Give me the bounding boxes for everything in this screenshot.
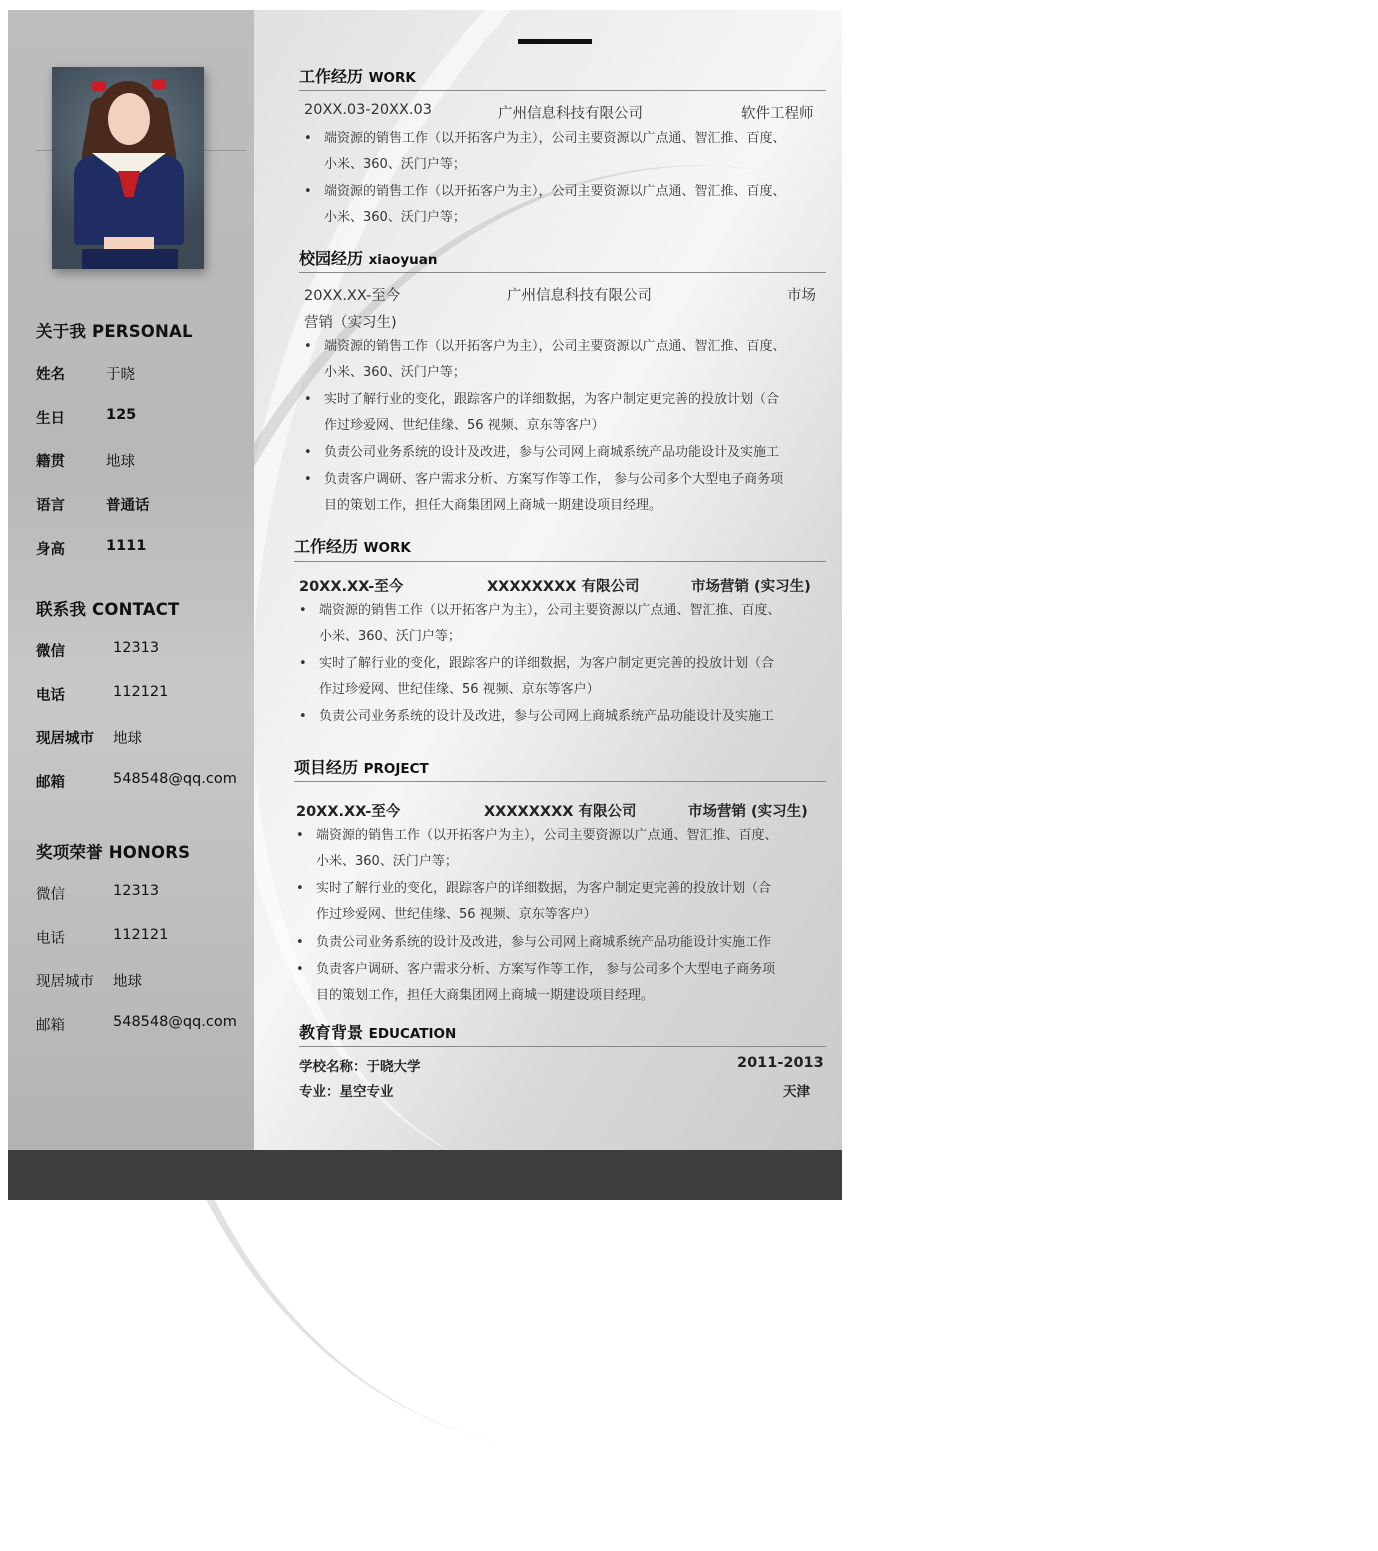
contact-value: 548548@qq.com: [113, 771, 237, 787]
honors-value: 112121: [113, 927, 169, 943]
personal-label: 籍贯: [36, 454, 65, 470]
honors-label: 电话: [36, 931, 65, 947]
section-divider: [299, 272, 826, 273]
personal-label: 生日: [36, 411, 65, 427]
section-title-project: 项目经历 PROJECT: [294, 758, 429, 777]
education-school: 学校名称：于晓大学: [299, 1059, 421, 1075]
personal-label: 姓名: [36, 367, 65, 383]
bullet-item: • 端资源的销售工作（以开拓客户为主），公司主要资源以广点通、智汇推、百度、 小米、360、沃门户等；: [296, 828, 778, 869]
bullet-item: • 实时了解行业的变化，跟踪客户的详细数据，为客户制定更完善的投放计划（合 作过珍爱网、世纪佳缘、56 视频、京东等客户）: [296, 881, 772, 922]
bullet-item: • 负责公司业务系统的设计及改进，参与公司网上商城系统产品功能设计及实施工: [299, 709, 775, 724]
personal-label: 身高: [36, 542, 65, 558]
work-date: 20XX.03-20XX.03: [304, 102, 432, 118]
section-title-campus: 校园经历 xiaoyuan: [299, 249, 438, 268]
contact-label: 邮箱: [36, 775, 65, 791]
bullet-item: • 端资源的销售工作（以开拓客户为主），公司主要资源以广点通、智汇推、百度、 小米、360、沃门户等；: [304, 184, 786, 225]
honors-title: 奖项荣誉 HONORS: [36, 843, 191, 862]
bullet-item: • 端资源的销售工作（以开拓客户为主），公司主要资源以广点通、智汇推、百度、 小米、360、沃门户等；: [299, 603, 781, 644]
campus-date: 20XX.XX-至今: [304, 288, 401, 304]
footer-bar: [8, 1150, 842, 1200]
personal-title: 关于我 PERSONAL: [36, 322, 193, 341]
section-divider: [299, 1046, 826, 1047]
work-company: 广州信息科技有限公司: [498, 106, 643, 122]
education-city: 天津: [783, 1084, 810, 1100]
personal-value: 于晓: [106, 367, 135, 383]
project-date: 20XX.XX-至今: [296, 804, 401, 820]
section-title-work: 工作经历 WORK: [299, 67, 416, 86]
bullet-item: • 负责公司业务系统的设计及改进，参与公司网上商城系统产品功能设计实施工作: [296, 935, 772, 950]
work-role: 软件工程师: [741, 106, 814, 122]
resume-page: [8, 10, 842, 1200]
campus-company: 广州信息科技有限公司: [507, 288, 652, 304]
honors-value: 地球: [113, 974, 142, 990]
honors-value: 548548@qq.com: [113, 1014, 237, 1030]
work-date: 20XX.XX-至今: [299, 579, 404, 595]
contact-label: 现居城市: [36, 731, 94, 747]
work-role: 市场营销 (实习生): [691, 579, 811, 595]
honors-value: 12313: [113, 883, 160, 899]
work-company: XXXXXXXX 有限公司: [487, 579, 640, 595]
campus-role-cont: 营销（实习生): [304, 315, 397, 331]
bullet-item: • 端资源的销售工作（以开拓客户为主），公司主要资源以广点通、智汇推、百度、 小米、360、沃门户等；: [304, 339, 786, 380]
honors-label: 微信: [36, 887, 65, 903]
bullet-item: • 实时了解行业的变化，跟踪客户的详细数据，为客户制定更完善的投放计划（合 作过珍爱网、世纪佳缘、56 视频、京东等客户）: [304, 392, 780, 433]
education-years: 2011-2013: [737, 1055, 824, 1071]
honors-label: 现居城市: [36, 974, 94, 990]
contact-value: 12313: [113, 640, 160, 656]
personal-value: 普通话: [106, 498, 150, 514]
main-content: [8, 10, 842, 1150]
education-major: 专业：星空专业: [299, 1084, 394, 1100]
project-role: 市场营销 (实习生): [688, 804, 808, 820]
section-divider: [294, 561, 826, 562]
section-divider: [294, 781, 826, 782]
contact-label: 微信: [36, 644, 65, 660]
personal-value: 125: [106, 407, 137, 423]
campus-role: 市场: [787, 288, 816, 304]
section-title-work: 工作经历 WORK: [294, 537, 411, 556]
section-title-education: 教育背景 EDUCATION: [299, 1023, 457, 1042]
bullet-item: • 实时了解行业的变化，跟踪客户的详细数据，为客户制定更完善的投放计划（合 作过珍爱网、世纪佳缘、56 视频、京东等客户）: [299, 656, 775, 697]
bullet-item: • 负责公司业务系统的设计及改进，参与公司网上商城系统产品功能设计及实施工: [304, 445, 780, 460]
bullet-item: • 负责客户调研、客户需求分析、方案写作等工作， 参与公司多个大型电子商务项 目的策划工作，担任大商集团网上商城一期建设项目经理。: [304, 472, 784, 513]
contact-value: 112121: [113, 684, 169, 700]
bullet-item: • 负责客户调研、客户需求分析、方案写作等工作， 参与公司多个大型电子商务项 目的策划工作，担任大商集团网上商城一期建设项目经理。: [296, 962, 776, 1003]
contact-value: 地球: [113, 731, 142, 747]
section-divider: [299, 90, 826, 91]
personal-value: 地球: [106, 454, 135, 470]
top-accent-bar: [518, 39, 592, 44]
bullet-item: • 端资源的销售工作（以开拓客户为主），公司主要资源以广点通、智汇推、百度、 小米、360、沃门户等；: [304, 131, 786, 172]
honors-label: 邮箱: [36, 1018, 65, 1034]
project-company: XXXXXXXX 有限公司: [484, 804, 637, 820]
contact-label: 电话: [36, 688, 65, 704]
personal-label: 语言: [36, 498, 65, 514]
contact-title: 联系我 CONTACT: [36, 600, 180, 619]
personal-value: 1111: [106, 538, 147, 554]
